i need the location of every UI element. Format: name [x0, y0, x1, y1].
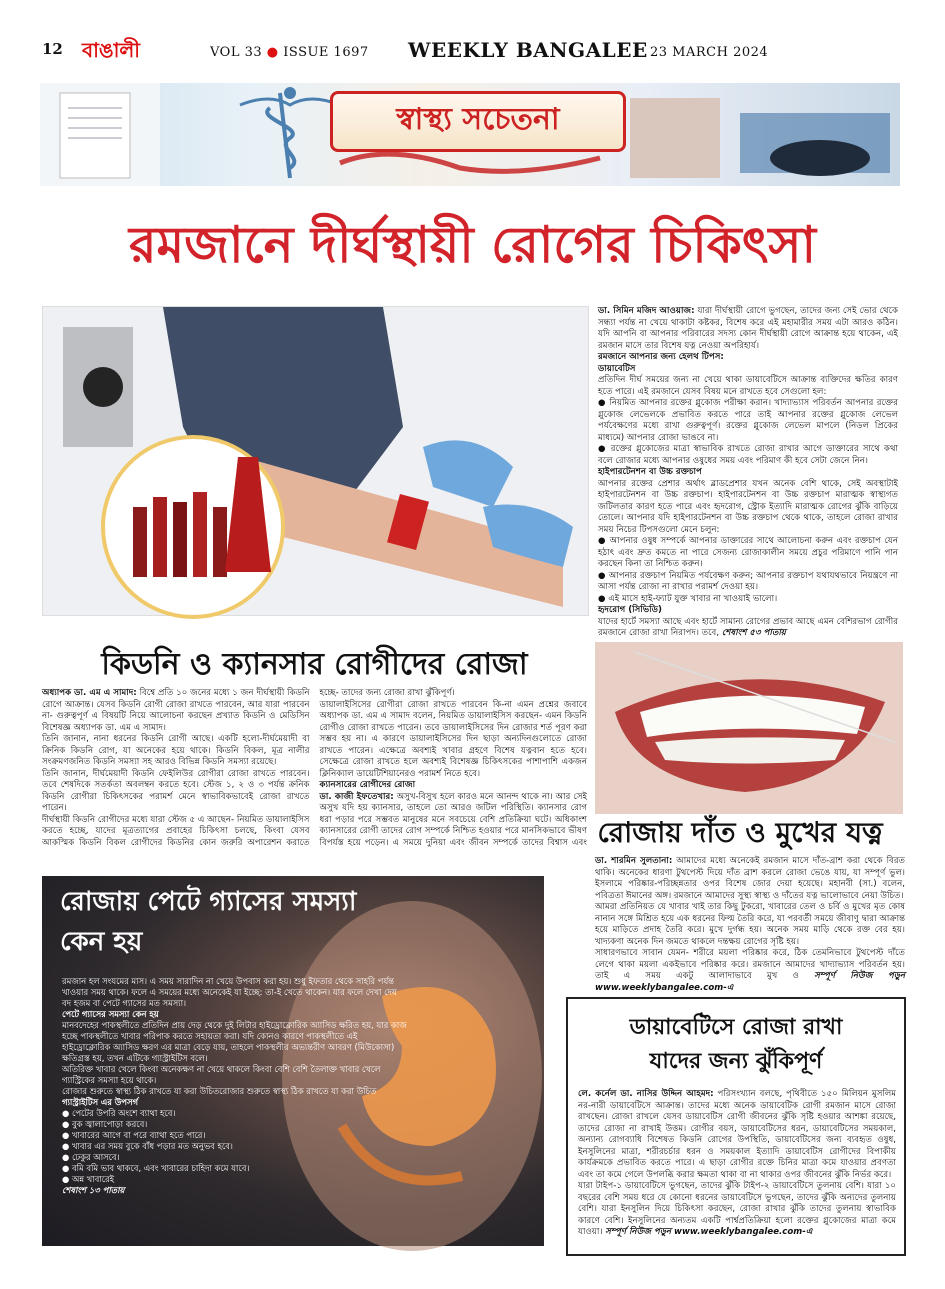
kidney-article-body: [42, 688, 587, 860]
teeth-text-2: আমরা প্রতিনিয়ত যে খাবার খাই তার কিছু টুকরো, খাবারের তেল ও চর্বি ও মুখের মৃত কোষ নানান সঙ্গে মিশ্রিত হয়ে এক ধরনের ফিল্ম তৈরি করে, যা পরবর্তী সময়ে জীবাণু দ্বারা আক্রান্ত হয়ে মাড়িতে প্রদাহ তৈরি করে। মুখে দুর্গন্ধ হয়। অনেক সময় মাড়ি থেকে রক্ত বের হয়। খাদ্যকণা অনেক দিন জমতে থাকলে দন্তক্ষয় রোগের সৃষ্টি হয়।: [595, 902, 905, 947]
kidney-text-5: ডায়ালাইসিসের রোগীরা রোজা রাখতে পারবেন কি-না এমন প্রশ্নের জবাবে অধ্যাপক ডা. এম এ সামাদ বলেন, নিয়মিত ডায়ালাইসিস করছেন- এমন কিডনি রোগীও রোজা রাখতে পারেন। তবে ডায়ালাইসিসের দিন রোজার শর্ত পূরণ করা সম্ভব হয় না। এ কারণে ডায়ালাইসিসের দিন ছাড়া অন্যদিনগুলোতে রোজা রাখতে পারেন। এক্ষেত্রে অবশ্যই খাবার গ্রহণে বিশেষ যত্নবান হতে হবে। সেক্ষেত্রে রোজা রাখতে হলে অবশ্যই বিশেষজ্ঞ চিকিৎসকের পাশাপাশি একজন ক্লিনিক্যাল ডায়েটিশিয়ানেরও পরামর্শ নিতে হবে।: [319, 699, 587, 779]
heart-text: যাদের হার্টে সমস্যা আছে এবং হার্টে সামান্য রোগের প্রভাব আছে এমন বেশিরভাগ রোগীর রমজানে রোজা রাখা নিরাপদ। তবে,: [598, 616, 898, 638]
newspaper-logo: বাঙালী: [82, 38, 141, 62]
teeth-title: রোজায় দাঁত ও মুখের যত্ন: [597, 816, 883, 849]
kidney-text-2: তিনি জানান, নানা ধরনের কিডনি রোগী আছে। একটি হলো-দীর্ঘমেয়াদী বা ক্রিনিক কিডনি রোগ, যা অনেকের হয়ে থাকে। কিডনি বিকল, মূত্র নালীর সংক্রমণজনিত কিডনি সমস্যা সহ আরও বিভিন্ন কিডনি সমস্যা রয়েছে।: [42, 734, 310, 767]
gas-text-3: অতিরিক্ত খাবার খেলে কিংবা অনেকক্ষণ না খেয়ে থাকলে কিংবা বেশি বেশি তৈলাক্ত খাবার খেলে গ্যাস্ট্রিকের সমস্যা হয়ে থাকে।: [62, 1064, 381, 1085]
kidney-text-3: তিনি জানান, দীর্ঘমেয়াদী কিডনি ফেইলিউর রোগীরা রোজা রাখতে পারবেন। তবে শেষদিকে সতর্কতা অবলম্বন করতে হবে। স্টেজ ১, ২ ও ৩ পর্যন্ত ক্রনিক কিডনি রোগীরা চিকিৎসকের পরামর্শ মেনে স্বাভাবিকভাবেই রোজা রাখতে পারেন।: [42, 768, 310, 813]
issue: ISSUE 1697: [283, 45, 369, 60]
hypertension-bullet-3: ● এই মাসে হাই-ফ্যাট যুক্ত খাবার না খাওয়াই ভালো।: [598, 593, 778, 604]
diabetes-title-line-2: যাদের জন্য ঝুঁকিপূর্ণ: [649, 1049, 823, 1074]
diabetes-heading: ডায়াবেটিস: [598, 363, 636, 374]
kidney-title: কিডনি ও ক্যানসার রোগীদের রোজা: [101, 647, 528, 682]
symptom-item: ● অন্ন খাবারেই: [62, 1174, 115, 1184]
diabetes-article-body: [578, 1089, 896, 1251]
diabetes-text: প্রতিদিন দীর্ঘ সময়ের জন্য না খেয়ে থাকা ডায়াবেটিসে আক্রান্ত ব্যক্তিদের ক্ষতির কারণ হতে পারে। এই রমজানে যেসব বিষয় মনে রাখতে হবে সেগুলো হল:: [598, 375, 898, 397]
symptom-item: ● পেটের উপরি অংশে ব্যাথা হবে।: [62, 1108, 176, 1118]
smile-photo: [595, 642, 903, 814]
separator-dot-icon: ●: [266, 45, 284, 60]
gas-text-4: রোজার শুরুতে স্বাস্থ্য ঠিক রাখতে যা করা উচিতরোজার শুরুতে স্বাস্থ্য ঠিক রাখতে যা করা উচিত: [62, 1086, 377, 1096]
gas-heading-1: পেটে গ্যাসের সমস্যা কেন হয়: [62, 1009, 159, 1019]
main-byline: ডা. সিমিন মজিদ আওয়াজ:: [598, 306, 695, 316]
diabetes-bullet-1: ● নিয়মিত আপনার রক্তের গ্লুকোজ পরীক্ষা করান। খাদ্যাভ্যাস পরিবর্তন আপনার রক্তের গ্লুকোজ লেভেলকে প্রভাবিত করতে পারে তাই আপনার রক্তের গ্লুকোজ লেভেল পর্যবেক্ষণের মধ্যে রাখা গুরুত্বপূর্ণ। রক্তের গ্লুকোজ লেভেল মাপলে (নিডল প্রিকের মাধ্যমে) আপনার রোজা ভাঙবে না।: [598, 398, 898, 443]
blood-test-photo: [42, 306, 589, 616]
main-continued: শেষাংশ ৫৩ পাতায়: [721, 628, 786, 638]
teeth-text-3: সাধারণভাবে সাবান যেমন- শরীরে ময়লা পরিষ্কার করে, ঠিক তেমনিভাবে টুথপেস্ট দাঁতে লেগে থাকা ময়লা একইভাবে পরিষ্কার করে। রমজানে আমাদের খাদ্যাভ্যাস পরিবর্তন হয়। তাই এ সময় একটু আলাদাভাবে মুখ ও: [595, 948, 905, 981]
symptom-item: ● খাবারের আগে বা পরে ব্যাথা হতে পারে।: [62, 1130, 206, 1140]
kidney-text-1: বিশ্বে প্রতি ১০ জনের মধ্যে ১ জন দীর্ঘস্থায়ী কিডনি রোগে আক্রান্ত। যেসব কিডনি রোগী রোজা রাখতে পারবেন, আর যারা পারবেন না- গুরুত্বপূর্ণ এ বিষয়টি নিয়ে আলোচনা করছেন প্রখ্যাত কিডনি ও মেডিসিন বিশেষজ্ঞ অধ্যাপক ডা. এম এ সামাদ।: [42, 688, 310, 733]
symptom-item: ● বমি বমি ভাব থাকবে, এবং খাবারের চাহিদা কমে যাবে।: [62, 1163, 250, 1173]
teeth-text-1: আমাদের মধ্যে অনেকেই রমজান মাসে দাঁত-ব্রাশ করা থেকে বিরত থাকি। অনেকের ধারণা টুথপেস্ট দিয়ে দাঁত ব্রাশ করলে রোজা ভেঙে যায়, যা সম্পূর্ণ ভুল। ইসলামে পরিষ্কার-পরিচ্ছন্নতার ওপর বিশেষ জোর দেয়া হয়েছে। মহানবী (সা.) বলেন, পবিত্রতা ঈমানের অঙ্গ। রমজানে আমাদের সুস্থ্য স্বাস্থ্য ও দাঁতের যত্ন ভালোভাবে নেয়া উচিত।: [595, 856, 905, 901]
symptom-item: ● বুক জ্বালাপোড়া করবে।: [62, 1119, 148, 1129]
volume: VOL 33: [210, 45, 263, 60]
diabetes-byline: লে. কর্নেল ডা. নাসির উদ্দিন আহমদ:: [578, 1089, 714, 1099]
hypertension-text: আপনার রক্তের প্রেশার অর্থাৎ ব্লাডপ্রেশার যখন অনেক বেশি থাকে, সেই অবস্থাটাই হাইপারটেনশন বা উচ্চ রক্তচাপ। হাইপারটেনশন বা উচ্চ রক্তচাপ মারাত্মক স্বাস্থ্যগত জটিলতার কারণ হতে পারে এবং হৃদরোগ, স্ট্রোক ইত্যাদি মারাত্মক রোগের ঝুঁকি বাড়িয়ে তোলে। আপনার যদি হাইপারটেনশন বা উচ্চ রক্তচাপ থেকে থাকে, তাহলে রোজা রাখার সময় নিচের টিপসগুলো মেনে চলুন:: [598, 478, 898, 535]
gas-continued: শেষাংশ ১৩ পাতায়: [62, 1185, 125, 1195]
volume-issue: [210, 45, 369, 60]
gas-heading-2: গ্যাস্ট্রাইটিস এর উপসর্গ: [62, 1097, 139, 1107]
teeth-more-link[interactable]: সম্পূর্ণ নিউজ পড়ুন www.weeklybangalee.com-এ: [595, 971, 905, 993]
diabetes-article: [566, 997, 906, 1256]
diabetes-title: [568, 999, 904, 1079]
cancer-text: অসুখ-বিসুখ হলে কারও মনে আনন্দ থাকে না। আর সেই অসুখ যদি হয় ক্যানসার, তাহলে তো আরও জটিল পরিস্থিতি। ক্যানসার রোগ ধরা পড়ার পরে সম্ভবত মানুষের মনে সবচেয়ে বেশি প্রতিক্রিয়া ঘটে। অধিকাংশ ক্যানসারের রোগী তাদের রোগ সম্পর্কে নিশ্চিত হওয়ার পরে মানসিকভাবে ভীষণ বিপর্যস্ত হয়ে পড়েন। এ সময়ে দুনিয়া এবং জীবন সম্পর্কে তাদের বিশ্বাস এবং: [319, 791, 588, 848]
health-banner: [40, 83, 900, 186]
hypertension-bullet-1: ● আপনার ওষুধ সম্পর্কে আপনার ডাক্তারের সাথে আলোচনা করুন এবং রক্তচাপ যেন হঠাৎ এবং দ্রুত কমতে না পারে সেজন্য রোজাকালীন সময়ে প্রচুর পরিমাণে পানি পান করছেন কিনা তা নিশ্চিত করুন।: [598, 536, 898, 569]
hypertension-bullet-2: ● আপনার রক্তচাপ নিয়মিত পর্যবেক্ষণ করুন; আপনার রক্তচাপ যথাযথভাবে নিয়ন্ত্রণে না আসা পর্যন্ত রোজা না রাখার পরামর্শ দেওয়া হয়।: [598, 570, 898, 592]
kidney-byline: অধ্যাপক ডা. এম এ সামাদ:: [42, 688, 137, 698]
page-number: 12: [42, 40, 63, 58]
diabetes-title-line-1: ডায়াবেটিসে রোজা রাখা: [629, 1015, 843, 1040]
issue-date: 23 MARCH 2024: [650, 45, 769, 60]
banner-title: স্বাস্থ্য সচেতনা: [330, 91, 626, 152]
diabetes-text-2: যারা টাইপ-১ ডায়াবেটিসে ভুগছেন, তাদের ঝুঁকি টাইপ-২ ডায়াবেটিসে তুলনায় বেশি। যারা ১০ বছরের বেশি সময় ধরে যে কোনো ধরনের ডায়াবেটিসে ভুগছেন, তাদের ঝুঁকি অন্যদের তুলনায় বেশি। যারা ইনসুলিন দিয়ে চিকিৎসা করছেন, রোজা রাখার ঝুঁকি তাদের তুলনায় স্বাভাবিক কারণে বেশি। ইনসুলিনের অন্যতম একটি পার্শ্বপ্রতিক্রিয়া হলো রক্তের গ্লুকোজের মাত্রা কমে যাওয়া।: [578, 1181, 896, 1237]
symptom-item: ● খাবার এর সময় বুকে বাঁধ পড়ার মত অনুভব হবে।: [62, 1141, 233, 1151]
cancer-heading: ক্যানসারের রোগীদের রোজা: [319, 780, 416, 790]
blood-test-illustration: [43, 307, 588, 615]
main-headline: রমজানে দীর্ঘস্থায়ী রোগের চিকিৎসা: [129, 216, 816, 274]
gas-text-1: রমজান হল সংযমের মাস। এ সময় সারাদিন না খেয়ে উপবাস করা হয়। শুধু ইফতার থেকে সাহরি পর্যন্ত খাওয়ার সময় থাকে। ফলে এ সময়ের মধ্যে অনেকেই যা ইচ্ছে: তা-ই খেতে থাকেন। যার ফলে দেখা দেয় বদ হজম বা পেটে গ্যাসের মত সমস্যা।: [62, 976, 397, 1008]
gas-title: রোজায় পেটে গ্যাসের সমস্যা কেন হয়: [60, 887, 357, 957]
gas-article-body: [62, 976, 407, 1244]
gas-text-2: মানবদেহের পাকস্থলীতে প্রতিদিন প্রায় দেড় থেকে দুই লিটার হাইড্রোক্লোরিক অ্যাসিড ক্ষরিত হয়, যার কাজ হচ্ছে পাকস্থলীতে খাবার পরিপাক করতে সহায়তা করা। যদি কোনও কারণে পাকস্থলীতে এই হাইড্রোক্লোরিক অ্যাসিড ক্ষরণ এর মাত্রা বেড়ে যায়, তাহলে পাকস্থলীর অভ্যন্তরীণ আবরণ (মিউকোসা) ক্ষতিগ্রস্ত হয়, তখন এটিকে গ্যাস্ট্রাইটিস বলে।: [62, 1020, 407, 1063]
paper-name: WEEKLY BANGALEE: [408, 38, 648, 62]
main-article-body: [598, 306, 898, 636]
main-intro: যারা দীর্ঘস্থায়ী রোগে ভুগছেন, তাদের জন্য সেই ভোর থেকে সন্ধ্যা পর্যন্ত না খেয়ে থাকাটা কষ্টকর, বিশেষ করে এই মহামারীর সময় এটা আরও কঠিন। যদি আপনি বা আপনার পরিবারের সদস্য কোন দীর্ঘস্থায়ী রোগে আক্রান্ত হয়ে থাকেন, এই রমজান মাসে তার বিশেষ যত্ন নেওয়া অপরিহার্য।: [598, 306, 898, 351]
diabetes-more-link[interactable]: সম্পূর্ণ নিউজ পড়ুন www.weeklybangalee.com-এ: [605, 1227, 813, 1237]
hypertension-heading: হাইপারটেনশন বা উচ্চ রক্তচাপ: [598, 467, 702, 477]
diabetes-text-1: পরিসংখ্যান বলছে, পৃথিবীতে ১৫০ মিলিয়ন মুসলিম নর-নারী ডায়াবেটিসে আক্রান্ত। তাদের মধ্যে অনেক ডায়াবেটিক রোগী রমজান মাসে রোজা রাখছেন। রোজা রাখলে যেসব ডায়াবেটিস রোগী জীবনের ঝুঁকি সৃষ্টি হওয়ার আশঙ্কা রয়েছে, তাদের রোজা না রাখাই উত্তম। রোগীর বয়স, ডায়াবেটিসের ধরন, ডায়াবেটিসের সময়কাল, অন্যান্য রোগব্যাধি বিশেষত কিডনি রোগের উপস্থিতি, ডায়াবেটিসের জন্য ব্যবহৃত ওষুধ, ইনসুলিনের মাত্রা, শরীরচর্চার ধরন ও সময়কাল ইত্যাদি ডায়াবেটিস রোগীদের বিপাকীয় কার্যক্রমকে প্রভাবিত করতে পারে। এ ছাড়া রোগীর রক্তে চিনির মাত্রা কমে যাওয়ার প্রবণতা এবং তা কমে গেলে উপলব্ধি করার ক্ষমতা থাকা বা না থাকার ওপর জীবনের ঝুঁকি নির্ভর করে।: [578, 1089, 896, 1180]
diabetes-bullet-2: ● রক্তের গ্লুকোজের মাত্রা স্বাভাবিক রাখতে রোজা রাখার আগে ডাক্তারের সাথে কথা বলে রোজার মধ্যে আপনার ওষুধের সময় এবং পরিমাণ কী হবে সেটা জেনে নিন।: [598, 444, 898, 466]
teeth-illustration: [595, 642, 903, 814]
cancer-byline: ডা. কাজী ইফতেখার:: [319, 791, 394, 802]
teeth-byline: ডা. শারমিন সুলতানা:: [595, 856, 673, 866]
symptom-item: ● ঢেকুর আসবে।: [62, 1152, 120, 1162]
gas-article: [42, 876, 544, 1246]
teeth-article-body: [595, 856, 905, 993]
tips-heading: রমজানে আপনার জন্য হেলথ টিপস:: [598, 352, 724, 362]
kidney-text-4: দীর্ঘস্থায়ী কিডনি রোগীদের মধ্যে যারা স্টেজ ৫ এ আছেন- নিয়মিত ডায়ালাইসিস করতে হচ্ছে, যাদের মূত্রত্যাগের প্রবাহের চিকিৎসা চলছে, কিংবা যেসব আকস্মিক কিডনি বিকল রোগীদের কিডনির কোন জরুরি অপারেশন করাতে হচ্ছে- তাদের জন্য রোজা রাখা ঝুঁকিপূর্ণ।: [42, 688, 455, 848]
heart-heading: হৃদরোগ (সিভিডি): [598, 605, 662, 615]
